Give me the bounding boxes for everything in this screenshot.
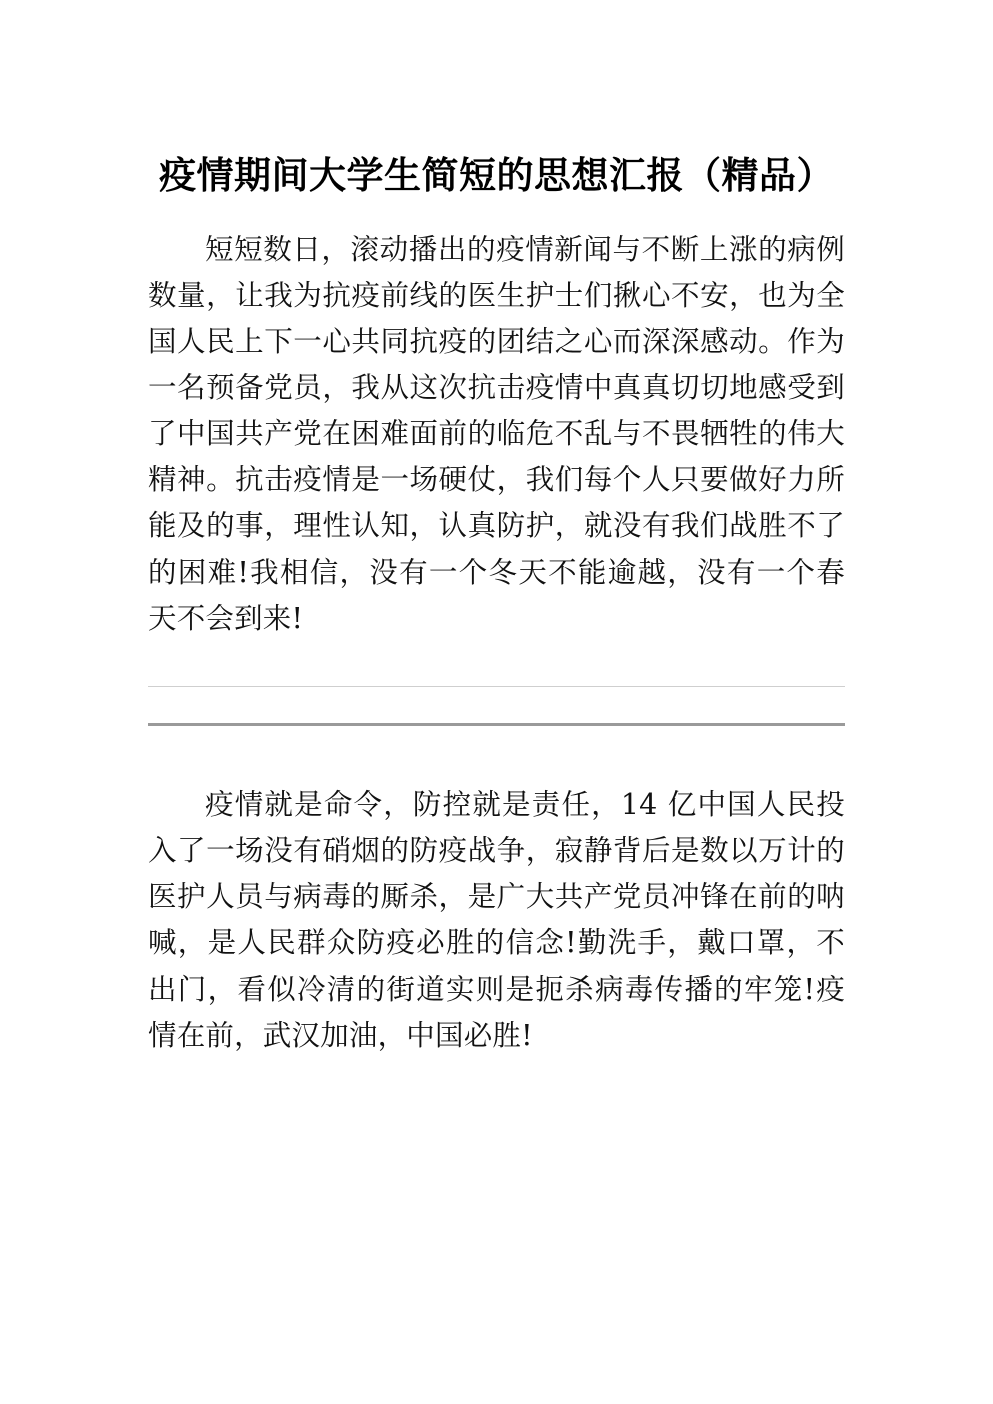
page-title: 疫情期间大学生简短的思想汇报（精品） bbox=[159, 154, 834, 197]
body-paragraph-2: 疫情就是命令，防控就是责任，14 亿中国人民投入了一场没有硝烟的防疫战争，寂静背后是数以万计的医护人员与病毒的厮杀，是广大共产党员冲锋在前的呐喊，是人民群众防疫必胜的信念!勤洗手，戴口罩，不出门，看似冷清的街道实则是扼杀病毒传播的牢笼!疫情在前，武汉加油，中国必胜! bbox=[148, 787, 845, 1052]
body-paragraph-1: 短短数日，滚动播出的疫情新闻与不断上涨的病例数量，让我为抗疫前线的医生护士们揪心不安，也为全国人民上下一心共同抗疫的团结之心而深深感动。作为一名预备党员，我从这次抗击疫情中真真切切地感受到了中国共产党在困难面前的临危不乱与不畏牺牲的伟大精神。抗击疫情是一场硬仗，我们每个人只要做好力所能及的事，理性认知，认真防护，就没有我们战胜不了的困难!我相信，没有一个冬天不能逾越，没有一个春天不会到来! bbox=[148, 232, 845, 635]
divider-thin bbox=[148, 686, 845, 687]
divider-thick bbox=[148, 723, 845, 726]
